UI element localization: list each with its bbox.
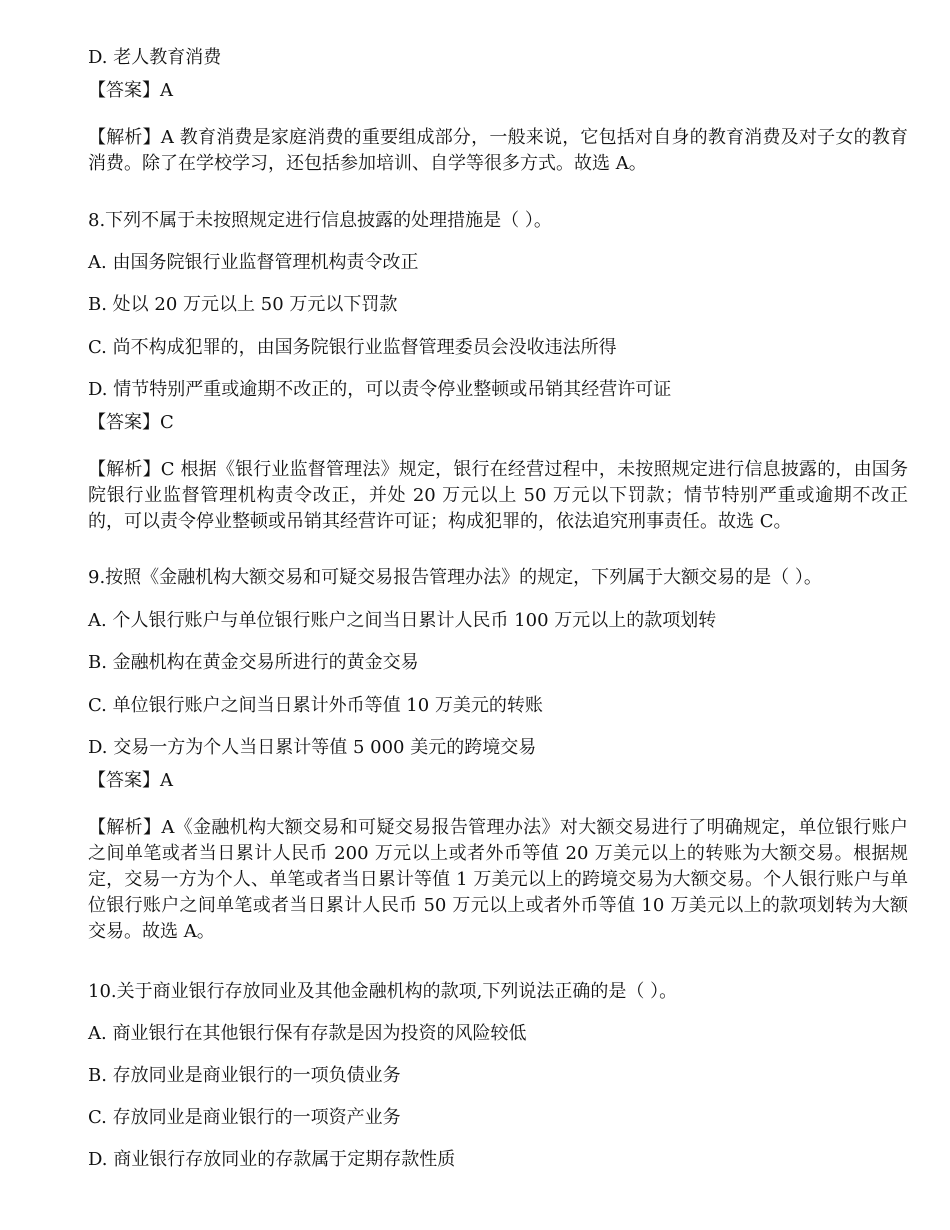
q9-option-a: A. 个人银行账户与单位银行账户之间当日累计人民币 100 万元以上的款项划转 <box>88 610 717 631</box>
q8-analysis: 【解析】C 根据《银行业监督管理法》规定，银行在经营过程中，未按照规定进行信息披露的，由国务院银行业监督管理机构责令改正，并处 20 万元以上 50 万元以下罚款；情节特别严重或逾期不改正的，可以责令停业整顿或吊销其经营许可证；构成犯罪的，依法追究刑事责任。故选 C。 <box>88 459 908 532</box>
q8-answer: 【答案】C <box>88 412 174 433</box>
q8-question: 8.下列不属于未按照规定进行信息披露的处理措施是（ ）。 <box>88 210 552 231</box>
q9-analysis: 【解析】A《金融机构大额交易和可疑交易报告管理办法》对大额交易进行了明确规定，单位银行账户之间单笔或者当日累计人民币 200 万元以上或者外币等值 20 万美元以上的转账为大额交易。根据规定，交易一方为个人、单笔或者当日累计等值 1 万美元以上的跨境交易为大额交易。个人银行账户与单位银行账户之间单笔或者当日累计人民币 50 万元以上或者外币等值 10 万美元以上的款项划转为大额交易。故选 A。 <box>88 817 908 942</box>
q10-option-a: A. 商业银行在其他银行保有存款是因为投资的风险较低 <box>88 1023 527 1044</box>
q7-option-d: D. 老人教育消费 <box>88 47 222 68</box>
q8-option-b: B. 处以 20 万元以上 50 万元以下罚款 <box>88 294 398 315</box>
q8-option-d: D. 情节特别严重或逾期不改正的，可以责令停业整顿或吊销其经营许可证 <box>88 379 672 400</box>
q10-option-d: D. 商业银行存放同业的存款属于定期存款性质 <box>88 1149 456 1170</box>
q8-option-c: C. 尚不构成犯罪的，由国务院银行业监督管理委员会没收违法所得 <box>88 337 617 358</box>
q10-option-b: B. 存放同业是商业银行的一项负债业务 <box>88 1065 401 1086</box>
q7-answer: 【答案】A <box>88 80 173 101</box>
q9-question: 9.按照《金融机构大额交易和可疑交易报告管理办法》的规定，下列属于大额交易的是（ ）。 <box>88 567 822 588</box>
q7-analysis: 【解析】A 教育消费是家庭消费的重要组成部分，一般来说，它包括对自身的教育消费及对子女的教育消费。除了在学校学习，还包括参加培训、自学等很多方式。故选 A。 <box>88 127 908 174</box>
q10-option-c: C. 存放同业是商业银行的一项资产业务 <box>88 1107 401 1128</box>
q9-option-b: B. 金融机构在黄金交易所进行的黄金交易 <box>88 652 419 673</box>
q10-question: 10.关于商业银行存放同业及其他金融机构的款项,下列说法正确的是（ ）。 <box>88 981 678 1002</box>
q9-option-c: C. 单位银行账户之间当日累计外币等值 10 万美元的转账 <box>88 695 543 716</box>
q9-option-d: D. 交易一方为个人当日累计等值 5 000 美元的跨境交易 <box>88 737 537 758</box>
q9-answer: 【答案】A <box>88 770 173 791</box>
q8-option-a: A. 由国务院银行业监督管理机构责令改正 <box>88 252 419 273</box>
